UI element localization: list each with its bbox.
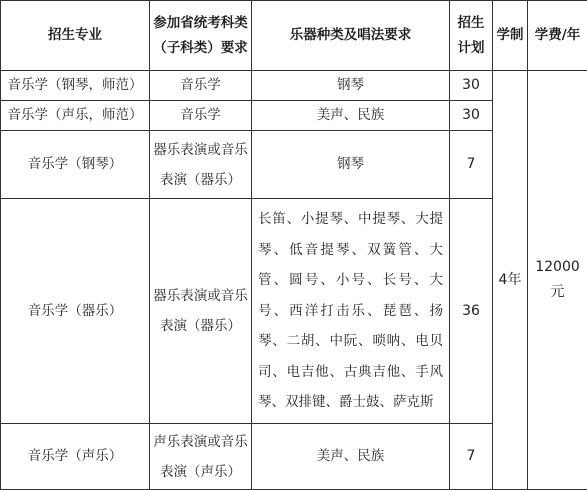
plan-cell: 30 xyxy=(450,71,493,101)
major-cell: 音乐学（声乐） xyxy=(1,424,150,490)
plan-cell: 30 xyxy=(450,101,493,131)
table-row xyxy=(1,71,587,101)
header-plan-line2: 计划 xyxy=(458,40,485,56)
header-exam-subject-line1: 参加省统考科类 xyxy=(153,15,248,31)
exam-subject-cell: 器乐表演或音乐表演（器乐） xyxy=(150,199,252,424)
exam-subject-cell: 音乐学 xyxy=(150,101,252,131)
instruments-cell: 钢琴 xyxy=(252,71,450,101)
instruments-cell: 美声、民族 xyxy=(252,424,450,490)
header-exam-subject xyxy=(150,1,252,71)
major-cell: 音乐学（钢琴） xyxy=(1,131,150,199)
header-duration: 学制 xyxy=(493,1,528,71)
major-cell: 音乐学（钢琴，师范） xyxy=(1,71,150,101)
header-instruments: 乐器种类及唱法要求 xyxy=(252,1,450,71)
plan-cell: 7 xyxy=(450,424,493,490)
header-tuition: 学费/年 xyxy=(528,1,587,71)
header-plan-line1: 招生 xyxy=(458,15,485,31)
header-exam-subject-line2: （子科类）要求 xyxy=(153,40,248,56)
instruments-cell: 美声、民族 xyxy=(252,101,450,131)
tuition-cell: 12000元 xyxy=(528,71,587,490)
exam-subject-cell: 声乐表演或音乐表演（声乐） xyxy=(150,424,252,490)
instruments-cell: 钢琴 xyxy=(252,131,450,199)
instruments-cell: 长笛、小提琴、中提琴、大提琴、低音提琴、双簧管、大管、圆号、小号、长号、大号、西洋打击乐、琵琶、扬琴、二胡、中阮、唢呐、电贝司、电吉他、古典吉他、手风琴、双排键、爵士鼓、萨克斯 xyxy=(252,199,450,424)
header-major: 招生专业 xyxy=(1,1,150,71)
major-cell: 音乐学（声乐，师范） xyxy=(1,101,150,131)
plan-cell: 36 xyxy=(450,199,493,424)
duration-cell: 4年 xyxy=(493,71,528,490)
exam-subject-cell: 音乐学 xyxy=(150,71,252,101)
table-header-row xyxy=(1,1,587,71)
plan-cell: 7 xyxy=(450,131,493,199)
major-cell: 音乐学（器乐） xyxy=(1,199,150,424)
header-plan xyxy=(450,1,493,71)
exam-subject-cell: 器乐表演或音乐表演（器乐） xyxy=(150,131,252,199)
